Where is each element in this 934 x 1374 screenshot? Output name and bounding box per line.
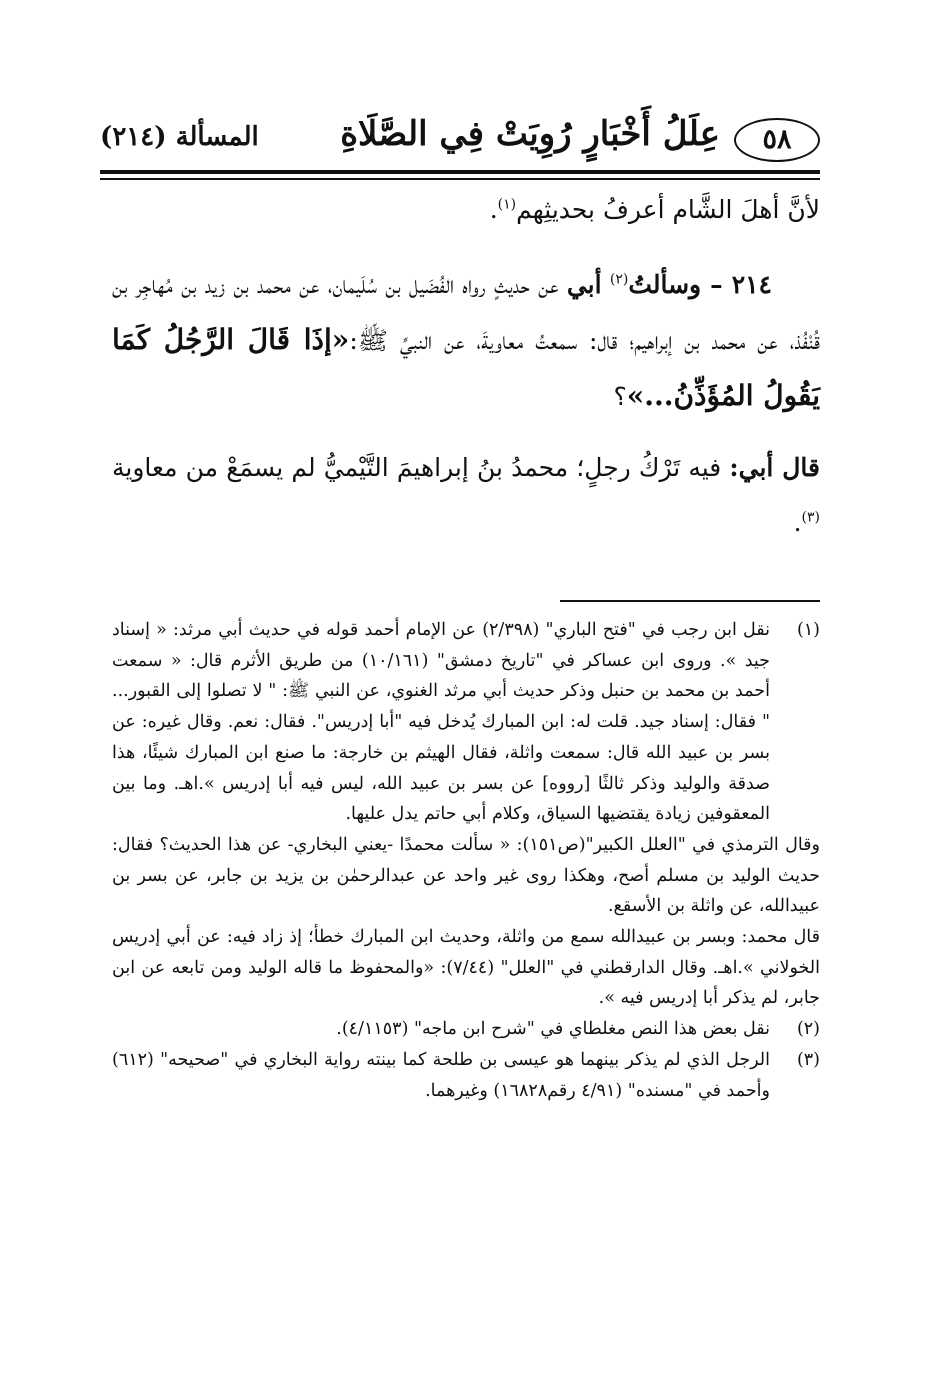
footnote-paragraph: نقل بعض هذا النص مغلطاي في "شرح ابن ماجه" (٤/١١٥٣). [336, 1019, 770, 1040]
header-rule-thin [100, 178, 820, 180]
footnote-number: (٣) [796, 1049, 820, 1070]
footnote-ref: (٢) [609, 271, 629, 288]
question-mark: ؟ [613, 382, 627, 411]
footnote-paragraph: نقل ابن رجب في "فتح الباري" (٢/٣٩٨) عن الإمام أحمد قوله في حديث أبي مرثد: « إسناد جيد ». وروى ابن عساكر في "تاريخ دمشق" (١٠/١٦١) من طريق الأثرم قال: « سمعت أحمد بن محمد بن حنبل وذكر حديث أبي مرثد الغنوي، عن النبي ﷺ: " لا تصلوا إلى القبور... " فقال: إسناد جيد. قلت له: ابن المبارك يُدخل فيه "أبا إدريس". فقال: نعم. وقال غيره: عن بسر بن عبيد الله قال: سمعت واثلة، فقال الهيثم بن خارجة: ما صنع ابن المبارك شيئًا، هذا صدقة والوليد وذكر ثالثًا [رووه] عن بسر بن عبيد الله، ليس فيه أبا إدريس ».اهـ. وما بين المعقوفين زيادة يقتضيها السياق، وكلام أبي حاتم يدل عليها. [112, 620, 771, 825]
footnote-number: (٢) [796, 1019, 820, 1040]
footnotes [112, 615, 820, 1106]
continued-text: لأنَّ أهلَ الشَّام أعرفُ بحديثِهم [516, 195, 820, 224]
footnote-2 [112, 1014, 820, 1045]
page-number: ٥٨ [734, 118, 820, 162]
question-text: عن حديثٍ رواه الفُضَيل بن سُلَيمان، عن محمد بن زيد بن مُهاجِر بن قُنْفُذ، عن محمد بن إبراهيم؛ قال: سمعتُ معاويةَ، عن النبيِّ ﷺ: [112, 270, 821, 355]
hadith-text: «إذَا قَالَ الرَّجُلُ كَمَا يَقُولُ المُؤَذِّنُ...» [112, 323, 820, 412]
answer-text: فيه تَرْكُ رجلٍ؛ محمدُ بنُ إبراهيمَ التَّيْميُّ لم يسمَعْ من معاوية [112, 453, 722, 482]
question-opening: أبي [566, 270, 602, 299]
footnote-body [112, 830, 820, 1014]
footnote-paragraph: الرجل الذي لم يذكر بينهما هو عيسى بن طلحة كما بينته رواية البخاري في "صحيحه" (٦١٢) وأحمد في "مسنده" (٤/٩١ رقم١٦٨٢٨) وغيرهما. [112, 1049, 770, 1101]
footnote-body [112, 1014, 770, 1045]
header-rule-thick [100, 170, 820, 174]
footnote-paragraph: وقال الترمذي في "العلل الكبير"(ص١٥١): « سألت محمدًا -يعني البخاري- عن هذا الحديث؟ فقال: حديث الوليد بن مسلم أصح، وهكذا روى غير واحد عن عبدالرحمٰن بن يزيد بن جابر، عن بسر بن عبيدالله، عن واثلة بن الأسقع. [112, 834, 821, 917]
footnote-1-continued [112, 830, 820, 1014]
footnote-3 [112, 1045, 820, 1106]
answer-opening: قال أبي: [729, 453, 821, 482]
footnote-body [112, 1045, 770, 1106]
footnote-1 [112, 615, 820, 830]
footnote-number: (١) [796, 620, 820, 640]
book-title: عِلَلُ أَخْبَارٍ رُوِيَتْ فِي الصَّلَاةِ [340, 114, 720, 154]
continued-line: لأنَّ أهلَ الشَّام أعرفُ بحديثِهم$^{(١)}$. [489, 195, 820, 224]
footnote-separator [560, 600, 820, 602]
answer-end: . [793, 508, 802, 537]
footnote-paragraph: قال محمد: وبسر بن عبيدالله سمع من واثلة، وحديث ابن المبارك خطأ؛ إذ زاد فيه: عن أبي إدريس الخولاني ».اهـ. وقال الدارقطني في "العلل" (٧/٤٤): «والمحفوظ ما قاله الوليد ومن تابعه عن ابن جابر، لم يذكر أبا إدريس فيه ». [112, 927, 820, 1009]
answer-paragraph [112, 440, 820, 550]
issue-number: ٢١٤ – وسألتُ [628, 270, 772, 299]
question-paragraph [112, 257, 820, 424]
page-header [100, 108, 820, 166]
main-text [112, 182, 820, 550]
issue-label: المسألة (٢١٤) [100, 122, 259, 152]
footnote-body [112, 615, 770, 830]
footnote-ref: (١) [497, 196, 517, 213]
footnote-ref: (٣) [801, 509, 820, 526]
